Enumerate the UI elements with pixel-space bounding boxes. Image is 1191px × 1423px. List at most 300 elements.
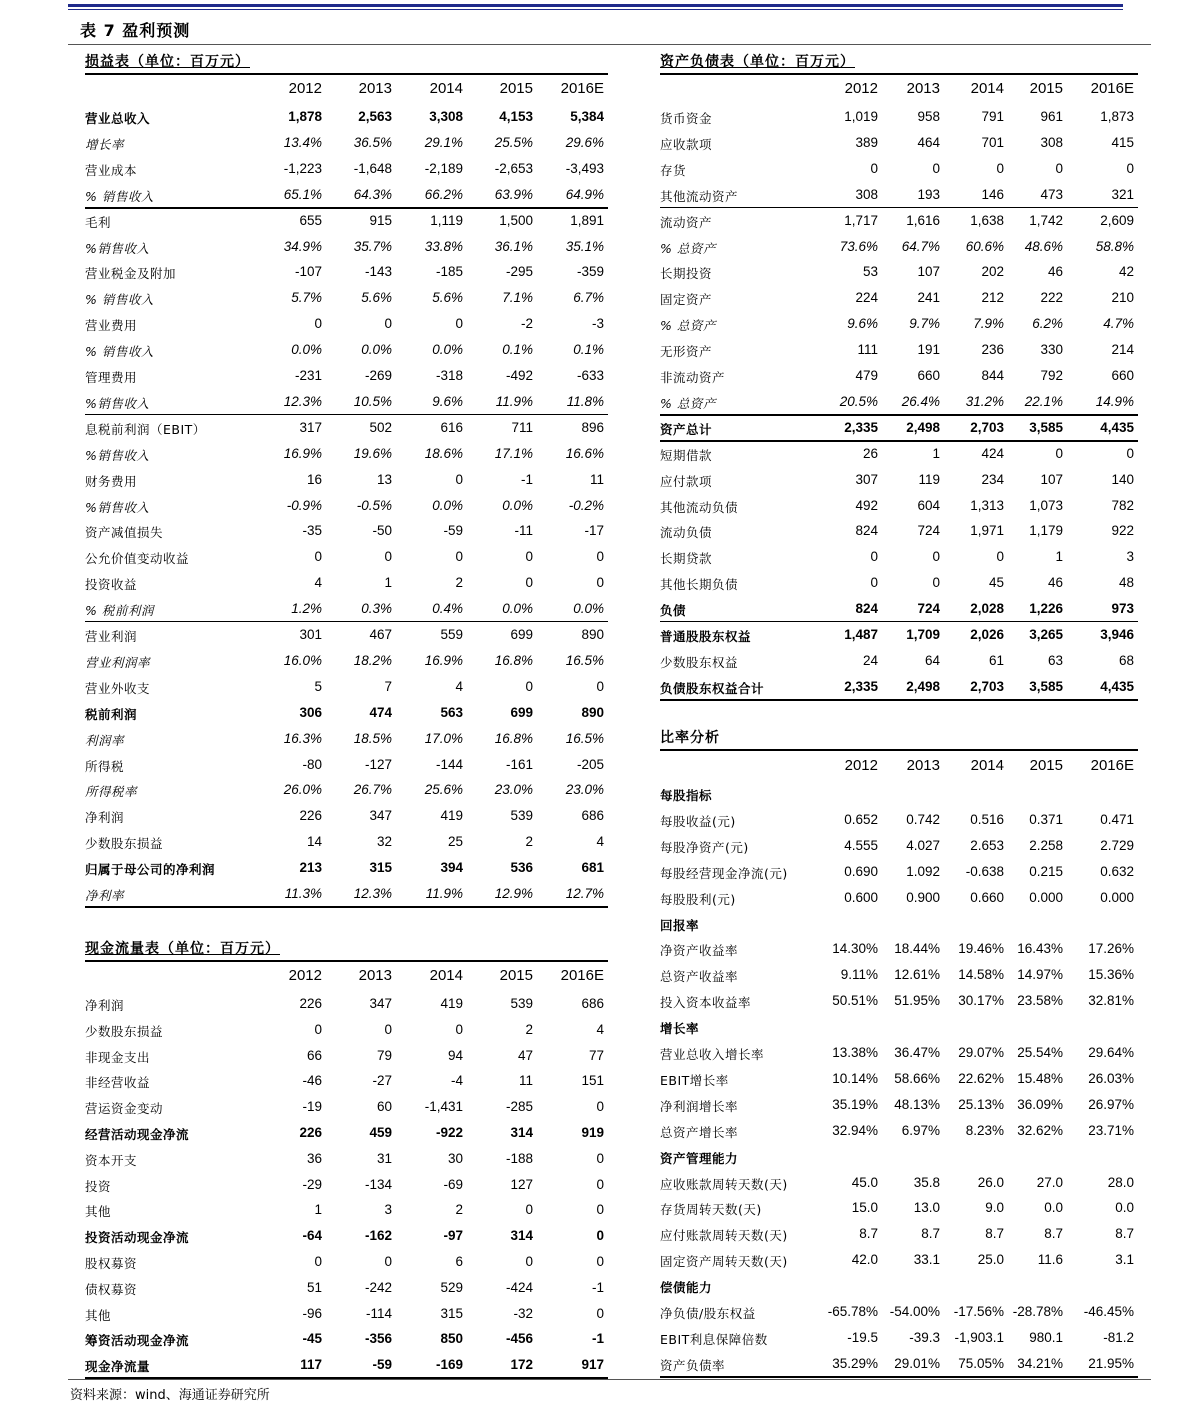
table-row (660, 1272, 1138, 1298)
cell-value: 75.05% (958, 1355, 1004, 1371)
cell-value: -97 (443, 1228, 463, 1244)
cell-value: 11 (518, 1073, 533, 1089)
cell-value: 604 (917, 497, 940, 513)
row-label: 营业税金及附加 (85, 266, 177, 282)
cell-value: 23.0% (494, 782, 533, 798)
cell-value: 0 (870, 549, 878, 565)
cell-value: 27.0 (1036, 1174, 1063, 1190)
income-year-header (85, 80, 608, 102)
year-column-header: 2012 (288, 967, 322, 984)
cell-value: 30.17% (958, 993, 1004, 1009)
cell-value: 539 (510, 808, 533, 824)
table-row (85, 310, 608, 336)
cell-value: 0 (525, 575, 533, 591)
cell-value: 3,265 (1029, 627, 1063, 642)
row-label: 增长率 (85, 136, 125, 152)
row-label: 营业总收入 (85, 111, 151, 126)
cell-value: 306 (299, 704, 322, 720)
cell-value: 29.07% (958, 1045, 1004, 1060)
cell-value: -231 (294, 368, 322, 383)
year-column-header: 2014 (970, 80, 1004, 97)
cell-value: 63.9% (494, 186, 533, 202)
cell-value: 36 (306, 1150, 322, 1166)
cell-value: 0 (384, 549, 392, 565)
cell-value: 1 (932, 445, 940, 461)
cell-value: 699 (510, 704, 533, 720)
cell-value: 660 (917, 368, 940, 383)
cell-value: 314 (510, 1228, 533, 1244)
cell-value: 63 (1047, 652, 1063, 668)
row-label: 非现金支出 (85, 1049, 151, 1065)
cell-value: 0 (525, 678, 533, 694)
row-label: 公允价值变动收益 (85, 551, 190, 567)
row-label: 少数股东权益 (660, 654, 739, 670)
cell-value: 2,335 (844, 419, 878, 435)
cell-value: -1,431 (424, 1099, 463, 1115)
cell-value: -64 (302, 1228, 322, 1244)
cell-value: 389 (855, 134, 878, 150)
table-row (85, 414, 608, 440)
table-row (660, 1194, 1138, 1220)
row-label: 应收款项 (660, 136, 713, 152)
table-row (85, 1222, 608, 1248)
cell-value: 127 (510, 1176, 533, 1192)
table-row (660, 806, 1138, 832)
cell-value: 28.0 (1107, 1174, 1134, 1190)
cell-value: 11.6 (1037, 1252, 1063, 1268)
table-row (660, 103, 1138, 129)
row-label: 营运资金变动 (85, 1101, 164, 1117)
cell-value: 2.653 (970, 837, 1004, 853)
cell-value: 7.1% (502, 290, 533, 306)
cell-value: 36.1% (494, 238, 533, 254)
cell-value: 5,384 (570, 109, 604, 124)
cell-value: -922 (435, 1125, 463, 1140)
cell-value: 464 (917, 134, 940, 150)
cell-value: 117 (300, 1357, 322, 1373)
cell-value: 53 (862, 264, 878, 280)
cell-value: -27 (372, 1073, 392, 1089)
cell-value: 77 (588, 1047, 604, 1063)
cell-value: 699 (510, 627, 533, 642)
row-label: 资产总计 (660, 421, 713, 437)
cell-value: 12.7% (565, 886, 604, 901)
cell-value: 0 (1055, 445, 1063, 461)
cell-value: 0 (596, 575, 604, 591)
cell-value: 236 (981, 342, 1004, 358)
cell-value: -46 (302, 1073, 322, 1089)
cashflow-title: 现金流量表（单位：百万元） (85, 940, 608, 962)
row-label: 流动负债 (660, 525, 713, 541)
year-column-header: 2016E (1090, 80, 1134, 97)
table-row (85, 1042, 608, 1068)
cell-value: 0 (596, 1305, 604, 1321)
cell-value: 10.5% (353, 393, 392, 409)
cell-value: 0 (384, 1254, 392, 1269)
row-label: 负债股东权益合计 (660, 680, 765, 696)
cell-value: -81.2 (1103, 1329, 1134, 1345)
cell-value: 1,742 (1029, 212, 1063, 228)
year-column-header: 2013 (906, 757, 940, 774)
cell-value: 6 (455, 1254, 463, 1269)
cell-value: 0.3% (361, 601, 392, 617)
cell-value: -1 (591, 1279, 604, 1295)
table-row (660, 935, 1138, 961)
cell-value: 17.26% (1088, 941, 1134, 957)
cell-value: 890 (581, 704, 604, 720)
cell-value: 32 (376, 834, 392, 850)
footer-divider (68, 1379, 1151, 1380)
row-label: 其他流动资产 (660, 188, 739, 204)
cell-value: -285 (505, 1099, 533, 1115)
row-label: 毛利 (85, 214, 112, 230)
cell-value: -356 (364, 1331, 392, 1347)
cell-value: -96 (302, 1305, 322, 1321)
cell-value: 13.38% (832, 1045, 878, 1060)
row-label: 应付账款周转天数(天) (660, 1228, 788, 1244)
table-row (85, 1274, 608, 1300)
cell-value: 308 (1040, 134, 1063, 150)
table-row (85, 1145, 608, 1171)
table-row (85, 1093, 608, 1119)
cell-value: -39.3 (909, 1329, 940, 1345)
cell-value: 424 (981, 445, 1004, 461)
cell-value: 0 (1126, 445, 1134, 461)
cell-value: 26.0% (283, 782, 322, 798)
cell-value: 3 (384, 1202, 392, 1218)
cell-value: 12.3% (353, 886, 392, 901)
row-label: 其他 (85, 1307, 112, 1323)
cell-value: 655 (299, 212, 322, 228)
row-label: 净利润 (85, 810, 125, 826)
cell-value: 26.7% (353, 782, 392, 798)
cell-value: 64 (924, 652, 940, 668)
cell-value: 29.6% (565, 134, 604, 150)
income-statement-title: 损益表（单位：百万元） (85, 53, 608, 75)
table-row (660, 258, 1138, 284)
cell-value: 31.2% (965, 393, 1004, 409)
table-row (660, 1298, 1138, 1324)
cell-value: 9.6% (432, 393, 463, 409)
row-label: 经营活动现金净流 (85, 1127, 190, 1142)
row-label: 其他流动负债 (660, 499, 739, 515)
cell-value: -2 (520, 316, 533, 332)
cell-value: 22.1% (1024, 393, 1063, 409)
cell-value: 4.027 (906, 837, 940, 853)
row-label: 归属于母公司的净利润 (85, 862, 216, 878)
cell-value: 0.0% (361, 342, 392, 358)
cell-value: 73.6% (839, 238, 878, 254)
cell-value: 12.9% (494, 886, 533, 901)
cell-value: 25.5% (494, 134, 533, 150)
table-row (660, 1013, 1138, 1039)
cell-value: 7 (384, 678, 392, 694)
cell-value: 0 (314, 1254, 322, 1269)
cell-value: 479 (855, 368, 878, 383)
row-label: %销售收入 (85, 447, 150, 463)
table-row (660, 621, 1138, 647)
table-row (85, 595, 608, 622)
cell-value: 0 (384, 1021, 392, 1037)
row-label: 非流动资产 (660, 370, 726, 385)
cell-value: 15.48% (1017, 1070, 1063, 1086)
cell-value: -0.2% (568, 497, 604, 513)
cell-value: 25 (447, 834, 463, 850)
cell-value: 9.0 (985, 1200, 1004, 1216)
cell-value: 6.2% (1032, 316, 1063, 332)
cell-value: 8.7 (859, 1226, 878, 1242)
cell-value: -2,653 (494, 160, 533, 176)
table-row (660, 336, 1138, 362)
cell-value: 4 (314, 575, 322, 591)
cell-value: 4,435 (1100, 678, 1134, 694)
cell-value: -161 (505, 756, 533, 772)
row-label: EBIT利息保障倍数 (660, 1331, 768, 1347)
cell-value: -46.45% (1083, 1304, 1134, 1319)
cell-value: 1,971 (970, 523, 1004, 539)
cell-value: 79 (376, 1047, 392, 1063)
table-row (85, 336, 608, 362)
table-row (660, 910, 1138, 936)
cell-value: 347 (369, 808, 392, 824)
cell-value: 6.7% (573, 290, 604, 306)
table-row (85, 673, 608, 699)
cell-value: 0 (996, 160, 1004, 176)
cell-value: 1 (1055, 549, 1063, 565)
cell-value: 4 (596, 1021, 604, 1037)
cell-value: 14 (306, 834, 322, 850)
row-label: 偿债能力 (660, 1280, 713, 1296)
cell-value: 5.6% (432, 290, 463, 306)
cell-value: 50.51% (832, 993, 878, 1009)
cell-value: 0 (1126, 160, 1134, 176)
cell-value: 792 (1040, 368, 1063, 383)
cell-value: 502 (369, 419, 392, 435)
cell-value: 1.2% (291, 601, 322, 617)
cell-value: 0.0 (1115, 1200, 1134, 1216)
row-label: 营业成本 (85, 162, 138, 178)
cell-value: 36.47% (894, 1045, 940, 1060)
cell-value: 3.1 (1115, 1252, 1134, 1268)
cell-value: -359 (576, 264, 604, 280)
cell-value: 0.000 (1029, 889, 1063, 905)
cell-value: 119 (918, 471, 940, 487)
cell-value: -242 (364, 1279, 392, 1295)
cell-value: 94 (447, 1047, 463, 1063)
cell-value: 23.0% (565, 782, 604, 798)
cell-value: 8.7 (1044, 1226, 1063, 1242)
cell-value: 17.0% (424, 730, 463, 746)
cell-value: 64.9% (565, 186, 604, 202)
cell-value: 226 (299, 996, 322, 1011)
cell-value: 191 (917, 342, 940, 358)
cell-value: 1,487 (844, 627, 878, 642)
cell-value: 0 (314, 316, 322, 332)
cell-value: 0 (996, 549, 1004, 565)
cell-value: 172 (510, 1357, 533, 1373)
cell-value: 2,498 (906, 419, 940, 435)
cell-value: 234 (981, 471, 1004, 487)
cell-value: -114 (365, 1305, 392, 1321)
cell-value: 32.62% (1017, 1122, 1063, 1138)
cell-value: 19.46% (958, 941, 1004, 957)
cell-value: 317 (299, 419, 322, 435)
cell-value: 241 (917, 290, 940, 306)
cell-value: 419 (440, 996, 463, 1011)
cell-value: -127 (364, 756, 392, 772)
balance-sheet-title: 资产负债表（单位：百万元） (660, 53, 1138, 75)
row-label: 管理费用 (85, 370, 138, 385)
year-column-header: 2016E (560, 967, 604, 984)
cell-value: 17.1% (494, 445, 533, 461)
cell-value: 35.7% (353, 238, 392, 254)
cell-value: 958 (917, 109, 940, 124)
table-row (85, 233, 608, 259)
cell-value: 107 (1040, 471, 1063, 487)
cell-value: 9.6% (847, 316, 878, 332)
row-label: 负债 (660, 603, 687, 619)
row-label: 货币资金 (660, 111, 713, 126)
cell-value: 4 (455, 678, 463, 694)
cell-value: 1,019 (844, 109, 878, 124)
cell-value: 961 (1040, 109, 1063, 124)
cell-value: -45 (302, 1331, 322, 1347)
cell-value: -80 (302, 756, 322, 772)
row-label: %销售收入 (85, 240, 150, 256)
cell-value: 0 (596, 678, 604, 694)
cell-value: 6.97% (901, 1122, 940, 1138)
cell-value: 151 (581, 1073, 604, 1089)
cell-value: 0 (932, 549, 940, 565)
cell-value: 140 (1111, 471, 1134, 487)
cell-value: 330 (1040, 342, 1063, 358)
cell-value: 0 (870, 160, 878, 176)
cell-value: -143 (364, 264, 392, 280)
cell-value: 1.092 (906, 863, 940, 879)
table-row (660, 517, 1138, 543)
cell-value: 68 (1118, 652, 1134, 668)
cell-value: 46 (1047, 575, 1063, 591)
cell-value: 65.1% (283, 186, 322, 202)
table-row (85, 440, 608, 466)
table-row (85, 181, 608, 209)
table-row (660, 647, 1138, 673)
row-label: 其他 (85, 1204, 112, 1220)
cell-value: 314 (510, 1125, 533, 1140)
cell-value: 2,609 (1100, 212, 1134, 228)
cell-value: 42.0 (851, 1252, 878, 1268)
cell-value: 202 (981, 264, 1004, 280)
cell-value: 15.36% (1088, 967, 1134, 983)
cell-value: 16.8% (494, 730, 533, 746)
cell-value: 4,435 (1100, 419, 1134, 435)
cell-value: 980.1 (1029, 1329, 1063, 1345)
cell-value: 35.1% (565, 238, 604, 254)
cell-value: 11 (589, 471, 604, 487)
table-row (660, 673, 1138, 701)
cell-value: 1,073 (1029, 497, 1063, 513)
table-row (660, 1143, 1138, 1169)
cell-value: 0 (596, 1176, 604, 1192)
row-label: 净利润增长率 (660, 1098, 739, 1114)
cell-value: 26.4% (901, 393, 940, 409)
cell-value: 1,179 (1029, 523, 1063, 539)
row-label: 增长率 (660, 1021, 700, 1037)
cell-value: 686 (581, 996, 604, 1011)
cell-value: 0.0% (291, 342, 322, 358)
cell-value: 16 (306, 471, 322, 487)
row-label: 回报率 (660, 917, 700, 933)
cell-value: -269 (364, 368, 392, 383)
row-label: 资产管理能力 (660, 1150, 739, 1166)
cell-value: 9.11% (840, 967, 878, 983)
table-row (85, 207, 608, 233)
cell-value: 35.8 (913, 1174, 940, 1190)
cell-value: 2 (455, 575, 463, 591)
cell-value: 0 (596, 1254, 604, 1269)
table-row (85, 1171, 608, 1197)
row-label: %销售收入 (85, 395, 150, 411)
cell-value: 0.000 (1100, 889, 1134, 905)
cell-value: 8.7 (985, 1226, 1004, 1242)
table-row (85, 103, 608, 129)
cell-value: 11.8% (566, 393, 604, 409)
cell-value: 1,638 (970, 212, 1004, 228)
table-row (85, 1196, 608, 1222)
year-column-header: 2015 (499, 967, 533, 984)
table-row (85, 1248, 608, 1274)
row-label: 投资收益 (85, 577, 138, 593)
cell-value: 419 (440, 808, 463, 824)
cell-value: 0.660 (970, 889, 1004, 905)
table-row (660, 362, 1138, 388)
row-label: 少数股东损益 (85, 1023, 164, 1039)
cell-value: 222 (1040, 290, 1063, 306)
cell-value: 919 (581, 1125, 604, 1140)
cell-value: -4 (450, 1073, 463, 1089)
table-row (660, 1117, 1138, 1143)
cell-value: 33.8% (424, 238, 463, 254)
row-label: % 销售收入 (85, 188, 154, 204)
cell-value: 0.1% (502, 342, 533, 358)
table-row (660, 414, 1138, 442)
cell-value: 308 (855, 186, 878, 202)
cell-value: 890 (581, 627, 604, 642)
row-label: % 销售收入 (85, 292, 154, 308)
row-label: 每股经营现金净流(元) (660, 865, 788, 881)
cell-value: 616 (440, 419, 463, 435)
cell-value: 21.95% (1088, 1355, 1134, 1371)
cell-value: -65.78% (827, 1304, 878, 1319)
cell-value: -1 (591, 1331, 604, 1347)
table-row (85, 647, 608, 673)
cell-value: 660 (1111, 368, 1134, 383)
year-column-header: 2012 (844, 757, 878, 774)
cell-value: -205 (576, 756, 604, 772)
table-row (85, 1351, 608, 1379)
row-label: 资本开支 (85, 1152, 138, 1168)
cell-value: 0.0% (432, 342, 463, 358)
row-label: 总资产增长率 (660, 1124, 739, 1140)
cell-value: -29 (302, 1176, 322, 1192)
cell-value: 14.58% (958, 967, 1004, 983)
cell-value: 0.215 (1029, 863, 1063, 879)
row-label: % 总资产 (660, 240, 716, 256)
cell-value: 58.66% (894, 1070, 940, 1086)
cell-value: 0 (596, 1150, 604, 1166)
cell-value: 2,563 (358, 109, 392, 124)
cell-value: 25.0 (977, 1252, 1004, 1268)
